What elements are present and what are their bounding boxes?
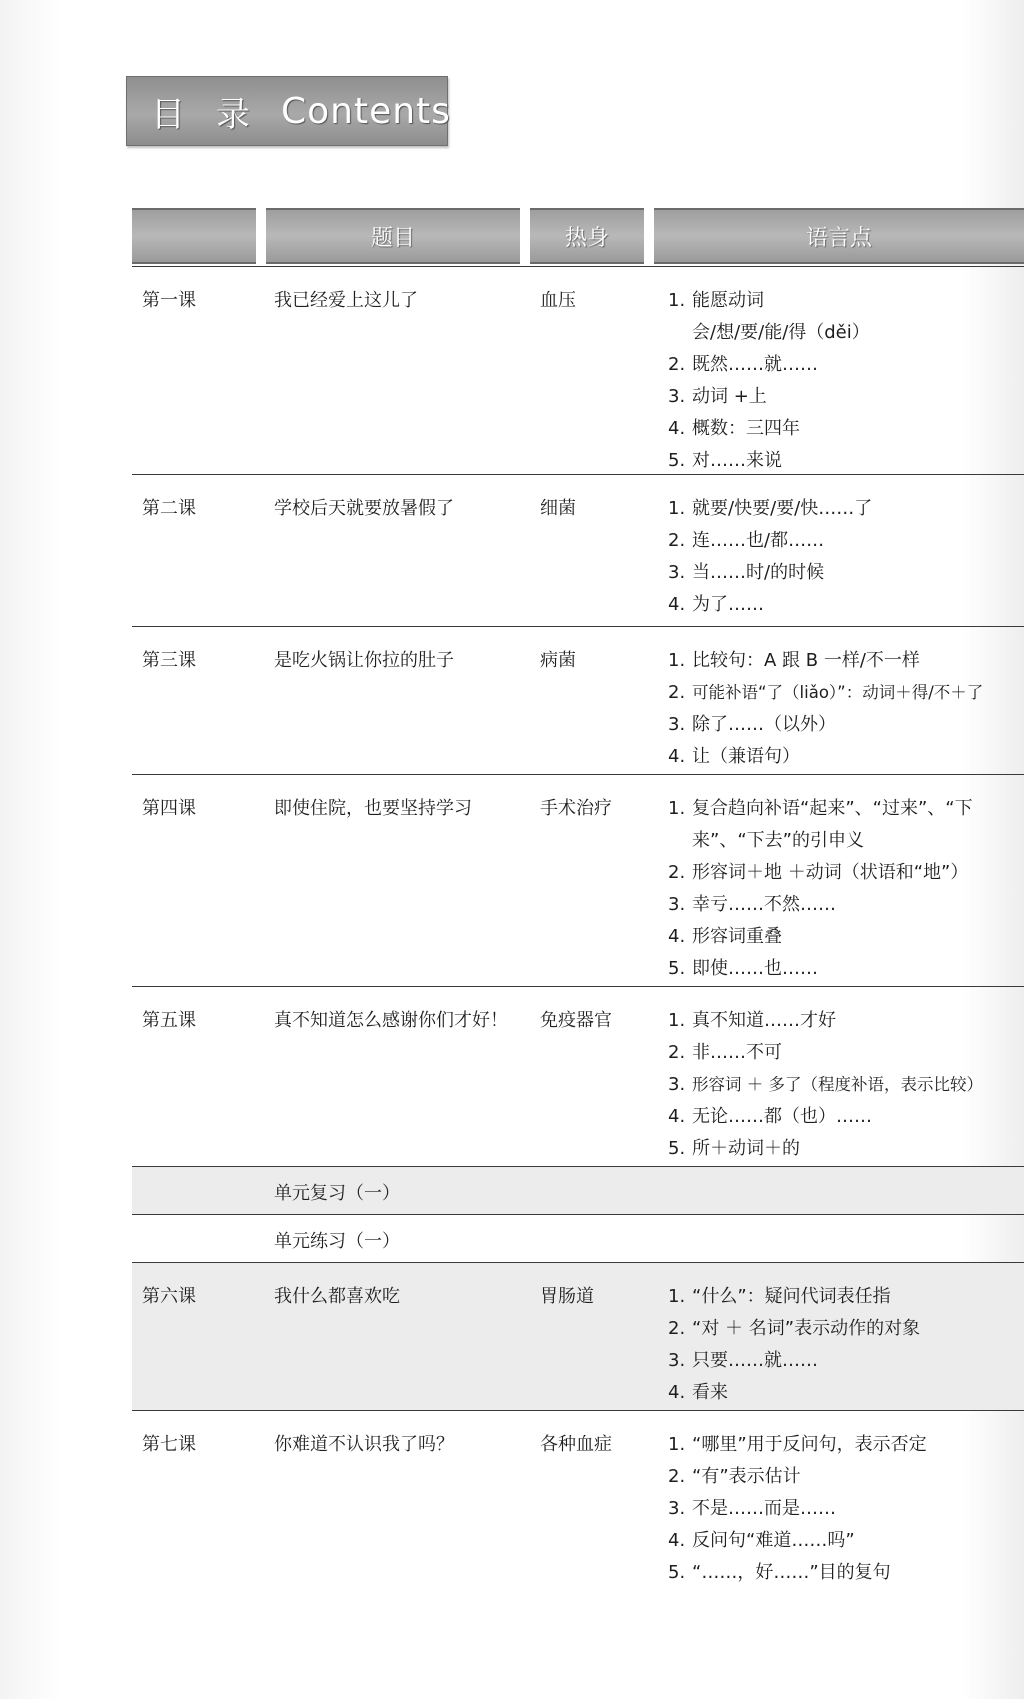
language-point: 4. 形容词重叠: [668, 926, 782, 947]
language-point: 3. 当……时/的时候: [668, 562, 825, 583]
language-point: 1. 能愿动词: [668, 290, 764, 311]
language-point: 1. “哪里”用于反问句，表示否定: [668, 1434, 927, 1455]
lesson-label: 第二课: [142, 498, 196, 519]
lesson-topic: 你难道不认识我了吗？: [274, 1434, 454, 1455]
lesson-warmup: 病菌: [540, 650, 576, 671]
language-point: 2. 连……也/都……: [668, 530, 825, 551]
table-row-lesson-3: [132, 626, 1024, 775]
language-point: 4. 为了……: [668, 594, 764, 615]
header-warmup: 热身: [530, 208, 644, 264]
lesson-warmup: 免疫器官: [540, 1010, 612, 1031]
lesson-topic: 即使住院，也要坚持学习: [274, 798, 472, 819]
language-point: 2. 形容词＋地 ＋动词（状语和“地”）: [668, 862, 969, 883]
language-point-sub: 会/想/要/能/得（děi）: [692, 322, 870, 343]
language-point: 3. 只要……就……: [668, 1350, 818, 1371]
lesson-warmup: 手术治疗: [540, 798, 612, 819]
lesson-warmup: 各种血症: [540, 1434, 612, 1455]
lesson-warmup: 胃肠道: [540, 1286, 594, 1307]
language-point: 4. 概数：三四年: [668, 418, 800, 439]
lesson-topic: 真不知道怎么感谢你们才好！: [274, 1010, 508, 1031]
language-point: 1. 比较句：A 跟 B 一样/不一样: [668, 650, 920, 671]
lesson-label: 第六课: [142, 1286, 196, 1307]
language-point: 2. 既然……就……: [668, 354, 818, 375]
language-point: 2. “有”表示估计: [668, 1466, 801, 1487]
table-row-lesson-6: [132, 1262, 1024, 1411]
language-point: 3. 幸亏……不然……: [668, 894, 836, 915]
table-row-lesson-1: [132, 266, 1024, 475]
language-point: 5. 对……来说: [668, 450, 782, 471]
language-points: [668, 645, 1018, 773]
lesson-label: 第五课: [142, 1010, 196, 1031]
table-row-lesson-7: [132, 1410, 1024, 1601]
title-cn-2: 录: [216, 94, 251, 135]
header-points: 语言点: [654, 208, 1024, 264]
language-points: [668, 1429, 1018, 1589]
language-point: 4. 无论……都（也）……: [668, 1106, 872, 1127]
language-point: 2. “对 ＋ 名词”表示动作的对象: [668, 1318, 921, 1339]
table-row-lesson-4: [132, 774, 1024, 987]
language-point: 1. 真不知道……才好: [668, 1010, 836, 1031]
lesson-label: 第三课: [142, 650, 196, 671]
table-row-lesson-5: [132, 986, 1024, 1167]
language-point: 1. 复合趋向补语“起来”、“过来”、“下来”、“下去”的引申义: [668, 798, 973, 851]
unit-review-label: 单元复习（一）: [274, 1183, 400, 1204]
title-cn-1: 目: [151, 94, 186, 135]
header-lesson: [132, 208, 256, 264]
table-row-unit-practice: [132, 1214, 1024, 1263]
contents-title-banner: [126, 76, 451, 146]
language-points: [668, 493, 1018, 621]
table-row-unit-review: [132, 1166, 1024, 1215]
lesson-topic: 学校后天就要放暑假了: [274, 498, 454, 519]
table-header: [132, 208, 1024, 264]
lesson-warmup: 血压: [540, 290, 576, 311]
language-point: 1. “什么”：疑问代词表任指: [668, 1286, 891, 1307]
unit-practice-label: 单元练习（一）: [274, 1231, 400, 1252]
table-row-lesson-2: [132, 474, 1024, 627]
lesson-topic: 我什么都喜欢吃: [274, 1286, 400, 1307]
language-points: [668, 1005, 1018, 1165]
language-point: 4. 看来: [668, 1382, 728, 1403]
lesson-label: 第一课: [142, 290, 196, 311]
lesson-topic: 我已经爱上这儿了: [274, 290, 418, 311]
language-point: 4. 让（兼语句）: [668, 746, 800, 767]
language-point: 3. 动词 +上: [668, 386, 767, 407]
language-point: 3. 除了……（以外）: [668, 714, 836, 735]
language-point: 4. 反问句“难道……吗”: [668, 1530, 855, 1551]
language-point: 3. 不是……而是……: [668, 1498, 836, 1519]
lesson-warmup: 细菌: [540, 498, 576, 519]
lesson-label: 第四课: [142, 798, 196, 819]
language-point: 5. “……，好……”目的复句: [668, 1562, 891, 1583]
language-point: 2. 可能补语“了（liǎo）”：动词＋得/不＋了: [668, 682, 984, 703]
language-point: 3. 形容词 ＋ 多了（程度补语，表示比较）: [668, 1074, 983, 1095]
language-points: [668, 1281, 1018, 1409]
language-point: 1. 就要/快要/要/快……了: [668, 498, 873, 519]
lesson-topic: 是吃火锅让你拉的肚子: [274, 650, 454, 671]
language-point: 5. 即使……也……: [668, 958, 818, 979]
title-en: Contents: [281, 90, 451, 132]
language-points: [668, 793, 1018, 985]
lesson-label: 第七课: [142, 1434, 196, 1455]
language-points: [668, 285, 1018, 477]
language-point: 5. 所＋动词＋的: [668, 1138, 800, 1159]
header-topic: 题目: [266, 208, 520, 264]
language-point: 2. 非……不可: [668, 1042, 782, 1063]
